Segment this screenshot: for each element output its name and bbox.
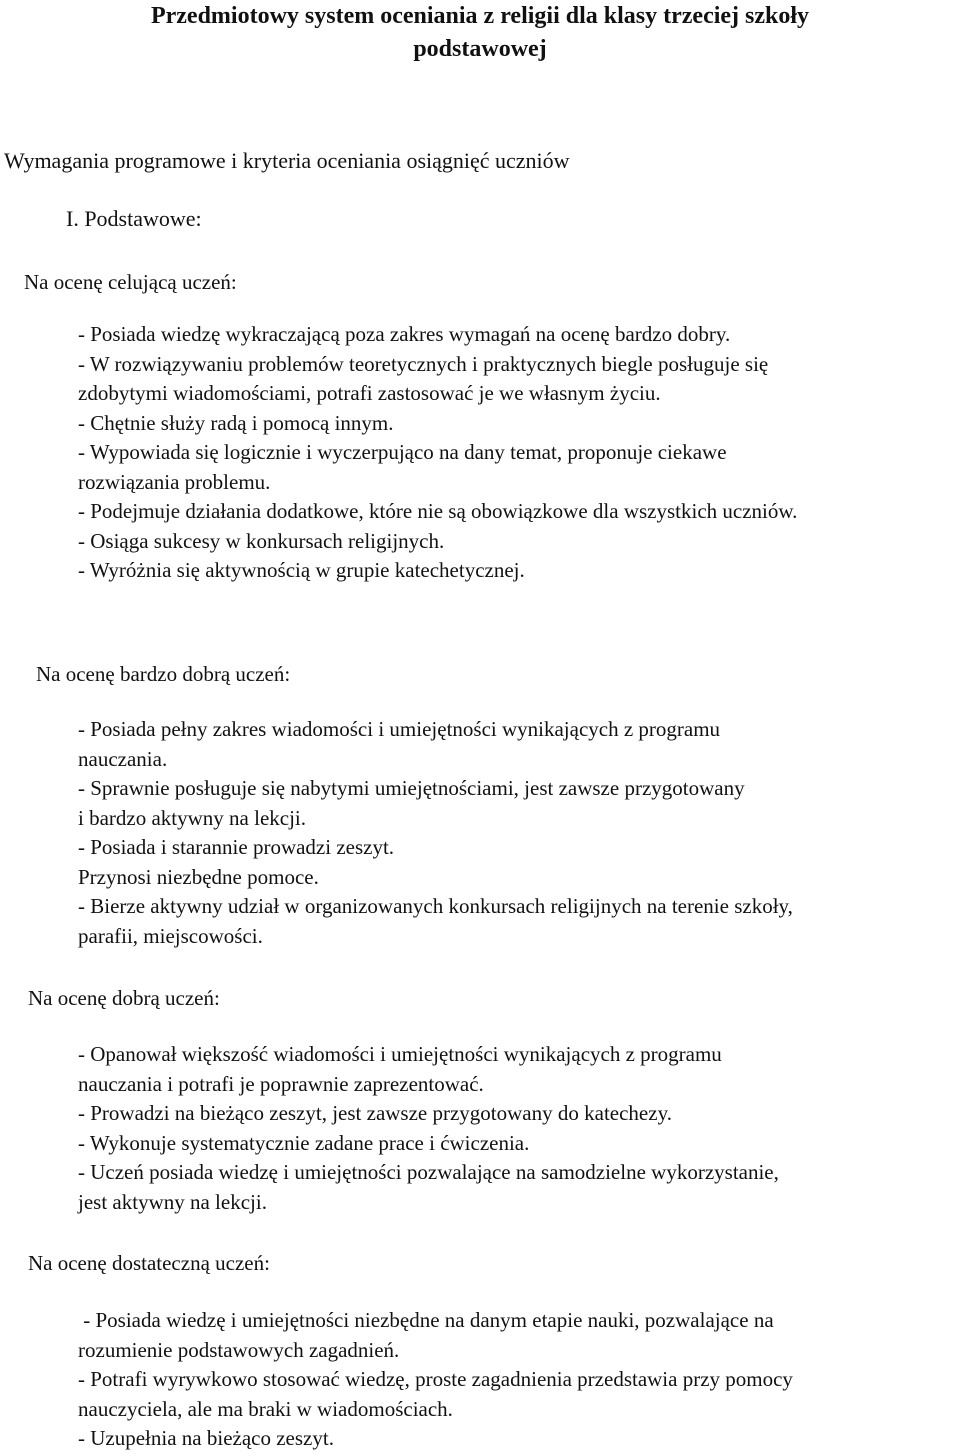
grade-criteria-dobra <box>78 1040 779 1217</box>
criterion-line: i bardzo aktywny na lekcji. <box>78 805 307 830</box>
criterion-line: - Uzupełnia na bieżąco zeszyt. <box>78 1426 334 1450</box>
criterion-line: - Wyróżnia się aktywnością w grupie katechetycznej. <box>78 558 525 582</box>
criterion-line: - Posiada pełny zakres wiadomości i umiejętności wynikających z programu <box>78 717 721 741</box>
criterion-line: - Uczeń posiada wiedzę i umiejętności pozwalające na samodzielne wykorzystanie, <box>78 1160 779 1184</box>
criterion-line: nauczyciela, ale ma braki w wiadomościach. <box>78 1396 453 1421</box>
criterion-line: nauczania i potrafi je poprawnie zaprezentować. <box>78 1071 484 1096</box>
grade-criteria-bardzo-dobra <box>78 715 793 951</box>
criterion-line: - Posiada wiedzę wykraczającą poza zakres wymagań na ocenę bardzo dobry. <box>78 322 731 346</box>
criterion-line: - Prowadzi na bieżąco zeszyt, jest zawsze przygotowany do katechezy. <box>78 1101 672 1125</box>
grade-criteria-dostateczna <box>78 1306 793 1454</box>
grade-heading-bardzo-dobra: Na ocenę bardzo dobrą uczeń: <box>36 662 291 686</box>
criterion-line: jest aktywny na lekcji. <box>78 1189 267 1214</box>
criterion-line: Przynosi niezbędne pomoce. <box>78 864 319 889</box>
grade-heading-dobra: Na ocenę dobrą uczeń: <box>28 986 220 1010</box>
grade-heading-celujaca: Na ocenę celującą uczeń: <box>24 270 237 294</box>
criterion-line: parafii, miejscowości. <box>78 923 263 948</box>
section-label: I. Podstawowe: <box>66 206 202 231</box>
criterion-line: - Opanował większość wiadomości i umiejętności wynikających z programu <box>78 1042 722 1066</box>
criterion-line: rozumienie podstawowych zagadnień. <box>78 1337 400 1362</box>
grade-heading-dostateczna: Na ocenę dostateczną uczeń: <box>28 1251 270 1275</box>
criterion-line: - Posiada i starannie prowadzi zeszyt. <box>78 835 395 859</box>
criterion-line: - Chętnie służy radą i pomocą innym. <box>78 410 394 435</box>
criterion-line: - Potrafi wyrywkowo stosować wiedzę, proste zagadnienia przedstawia przy pomocy <box>78 1367 793 1391</box>
criterion-line: - Osiąga sukcesy w konkursach religijnych. <box>78 528 445 553</box>
criterion-line: - Bierze aktywny udział w organizowanych konkursach religijnych na terenie szkoły, <box>78 894 793 918</box>
criterion-line: nauczania. <box>78 746 168 771</box>
document-title <box>0 0 960 66</box>
criterion-line: - Sprawnie posługuje się nabytymi umiejętnościami, jest zawsze przygotowany <box>78 776 745 800</box>
criterion-line: - Posiada wiedzę i umiejętności niezbędne na danym etapie nauki, pozwalające na <box>78 1308 774 1332</box>
criterion-line: - Podejmuje działania dodatkowe, które nie są obowiązkowe dla wszystkich uczniów. <box>78 499 798 523</box>
criterion-line: - Wykonuje systematycznie zadane prace i ćwiczenia. <box>78 1130 530 1155</box>
document-title-line-1: Przedmiotowy system oceniania z religii dla klasy trzeciej szkoły <box>150 3 810 29</box>
criterion-line: zdobytymi wiadomościami, potrafi zastosować je we własnym życiu. <box>78 381 661 405</box>
criterion-line: rozwiązania problemu. <box>78 469 271 494</box>
document-subtitle: Wymagania programowe i kryteria oceniania osiągnięć uczniów <box>4 148 570 173</box>
grade-criteria-celujaca <box>78 320 797 586</box>
document-title-line-2: podstawowej <box>413 36 547 62</box>
criterion-line: - Wypowiada się logicznie i wyczerpująco na dany temat, proponuje ciekawe <box>78 440 727 464</box>
criterion-line: - W rozwiązywaniu problemów teoretycznych i praktycznych biegle posługuje się <box>78 351 769 376</box>
